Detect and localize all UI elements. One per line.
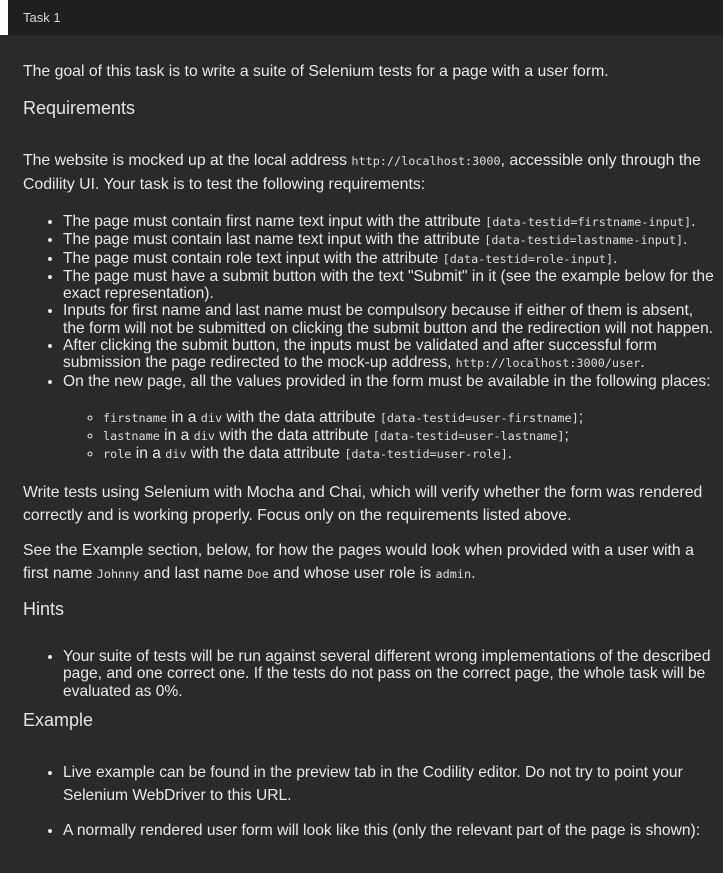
intro-paragraph: The goal of this task is to write a suite of Selenium tests for a page with a user form. xyxy=(23,63,609,80)
requirements-paragraph xyxy=(23,149,716,196)
requirements-list xyxy=(23,213,716,390)
text: Inputs for first name and last name must be compulsory because if either of them is absent, the form will not be submitted on clicking the submit button and the redirection will not happen. xyxy=(63,302,714,337)
example-list xyxy=(23,761,716,842)
inline-code: http://localhost:3000/user xyxy=(455,356,641,371)
inline-code: [data-testid=role-input] xyxy=(442,251,614,266)
inline-code: role xyxy=(103,446,132,461)
user-page-attributes-list xyxy=(23,409,716,463)
example-heading: Example xyxy=(23,709,94,730)
text: in a xyxy=(159,426,194,444)
text: The page must contain role text input with the attribute xyxy=(63,249,443,267)
tests-paragraph: Write tests using Selenium with Mocha and Chai, which will verify whether the form was rendered correctly and is working properly. Focus only on the requirements listed above. xyxy=(23,483,703,524)
list-item xyxy=(103,427,716,445)
inline-code: lastname xyxy=(103,428,160,443)
text: The page must contain first name text input with the attribute xyxy=(63,213,486,230)
text: and whose user role is xyxy=(268,564,436,582)
text: On the new page, all the values provided in the form must be available in the following places: xyxy=(63,372,711,390)
text: with the data attribute xyxy=(222,408,380,426)
text: . xyxy=(471,564,476,582)
text: See the Example section, below, for how the pages would look when provided with a user with a first name xyxy=(23,541,694,582)
inline-code: firstname xyxy=(103,410,167,425)
text: . xyxy=(640,354,645,372)
text: and last name xyxy=(139,564,248,582)
list-item xyxy=(103,445,716,463)
tab-task-1[interactable] xyxy=(0,0,723,35)
tab-label: Task 1 xyxy=(23,10,61,25)
example-reference-paragraph xyxy=(23,539,716,586)
inline-code: [data-testid=user-firstname] xyxy=(379,410,579,425)
list-item: • A normally rendered user form will look like this (only the relevant part of the page is shown): xyxy=(63,819,716,842)
text: with the data attribute xyxy=(186,444,345,462)
inline-code: admin xyxy=(435,566,472,581)
text: , accessible only through the Codility UI. Your task is to test the following requirements: xyxy=(23,152,701,193)
tab-bar xyxy=(0,0,723,46)
text: After clicking the submit button, the inputs must be validated and after successful form submission the page redirected to the mock-up address, xyxy=(63,337,657,372)
list-item xyxy=(63,302,716,337)
text: ; xyxy=(564,426,569,444)
text: . xyxy=(507,444,513,462)
task-description xyxy=(23,60,716,842)
list-item xyxy=(63,373,716,390)
inline-code: div xyxy=(165,446,187,461)
inline-code: [data-testid=lastname-input] xyxy=(484,233,684,248)
inline-code: div xyxy=(193,428,215,443)
inline-code: Doe xyxy=(247,566,269,581)
inline-code: [data-testid=user-lastname] xyxy=(372,428,565,443)
list-item: • Live example can be found in the preview tab in the Codility editor. Do not try to point your Selenium WebDriver to this URL. xyxy=(63,761,716,807)
list-item xyxy=(63,250,716,268)
hints-list xyxy=(23,648,716,700)
inline-code: div xyxy=(200,410,223,425)
text: . xyxy=(613,249,618,267)
list-item xyxy=(63,231,716,249)
text: The page must have a submit button with the text "Submit" in it (see the example below for the exact representation). xyxy=(63,267,714,303)
text: in a xyxy=(166,408,201,426)
text: The page must contain last name text input with the attribute xyxy=(63,231,485,249)
list-item: • Your suite of tests will be run against several different wrong implementations of the described page, and one correct one. If the tests do not pass on the correct page, the whole task will be evaluated as 0%. xyxy=(63,648,716,700)
text: ; xyxy=(578,408,584,426)
list-item xyxy=(103,409,716,427)
list-item xyxy=(63,268,716,303)
inline-code: Johnny xyxy=(96,566,140,581)
inline-code: [data-testid=firstname-input] xyxy=(485,215,692,229)
text: with the data attribute xyxy=(214,426,373,444)
list-item xyxy=(63,337,716,373)
text: The website is mocked up at the local address xyxy=(23,152,352,169)
requirements-heading: Requirements xyxy=(23,98,136,118)
list-item xyxy=(63,213,716,231)
text: in a xyxy=(131,444,166,462)
text: . xyxy=(683,231,688,249)
hints-heading: Hints xyxy=(23,598,65,619)
inline-code: [data-testid=user-role] xyxy=(344,446,508,461)
text: . xyxy=(691,213,696,230)
localhost-url: http://localhost:3000 xyxy=(351,154,501,168)
